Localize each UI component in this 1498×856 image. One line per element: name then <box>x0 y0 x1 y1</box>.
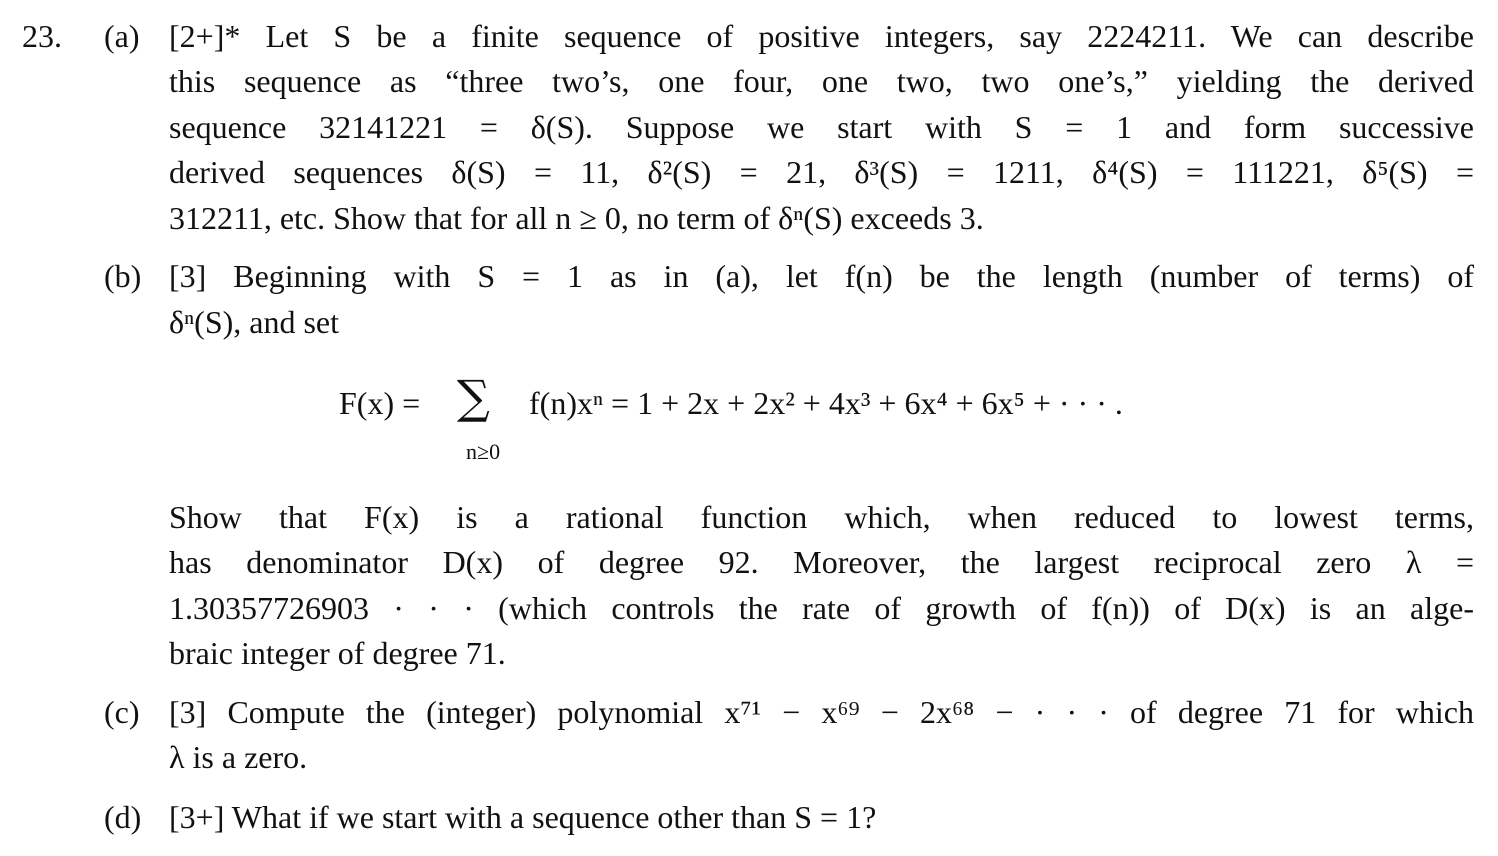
part-b-line-1: [3] Beginning with S = 1 as in (a), let f(n) be the length (number of terms) of <box>169 258 1474 294</box>
summation-subscript: n≥0 <box>466 439 501 464</box>
part-d-label: (d) <box>104 799 142 835</box>
part-b-line-6: braic integer of degree 71. <box>169 635 506 671</box>
part-c-label: (c) <box>104 694 140 730</box>
part-c-line-1: [3] Compute the (integer) polynomial x⁷¹ − x⁶⁹ − 2x⁶⁸ − · · · of degree 71 for which <box>169 694 1474 730</box>
part-a-line-4: derived sequences δ(S) = 11, δ²(S) = 21, δ³(S) = 1211, δ⁴(S) = 111221, δ⁵(S) = <box>169 154 1474 190</box>
part-d-line-1: [3+] What if we start with a sequence other than S = 1? <box>169 799 877 835</box>
part-a-line-5: 312211, etc. Show that for all n ≥ 0, no term of δⁿ(S) exceeds 3. <box>169 200 984 236</box>
part-b-line-3: Show that F(x) is a rational function which, when reduced to lowest terms, <box>169 499 1474 535</box>
part-b-line-5: 1.30357726903 · · · (which controls the rate of growth of f(n)) of D(x) is an alge- <box>169 590 1474 626</box>
part-a-label: (a) <box>104 18 140 54</box>
problem-number: 23. <box>22 18 62 54</box>
formula-rhs: f(n)xⁿ = 1 + 2x + 2x² + 4x³ + 6x⁴ + 6x⁵ + · · · . <box>529 385 1123 421</box>
summation-sign: ∑ <box>457 370 490 424</box>
part-b-line-2: δⁿ(S), and set <box>169 304 340 340</box>
part-b-label: (b) <box>104 258 142 294</box>
part-a-line-1: [2+]* Let S be a finite sequence of positive integers, say 2224211. We can describe <box>169 18 1474 54</box>
part-a-line-2: this sequence as “three two’s, one four, one two, two one’s,” yielding the derived <box>169 63 1474 99</box>
part-b-line-4: has denominator D(x) of degree 92. Moreover, the largest reciprocal zero λ = <box>169 544 1474 580</box>
formula-lhs: F(x) = <box>339 385 421 421</box>
part-c-line-2: λ is a zero. <box>169 739 308 775</box>
part-a-line-3: sequence 32141221 = δ(S). Suppose we start with S = 1 and form successive <box>169 109 1474 145</box>
